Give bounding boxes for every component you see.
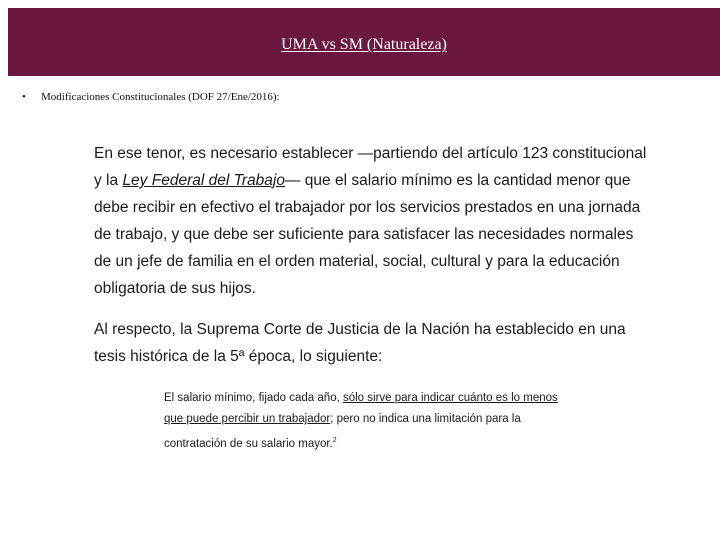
thesis-quote xyxy=(164,388,564,455)
scanned-document-excerpt xyxy=(80,130,670,470)
quote-part2: ; pero no indica una limitación para la contratación de su salario mayor. xyxy=(164,413,521,450)
bullet-item xyxy=(22,91,280,103)
slide-title: UMA vs SM (Naturaleza) xyxy=(281,36,447,53)
quote-part1: El salario mínimo, fijado cada año, xyxy=(164,392,343,404)
paragraph1-rest: — que el salario mínimo es la cantidad menor que debe recibir en efectivo el trabajador por los servicios prestados en una jornada de trabajo, y que debe ser suficiente para satisfacer las necesidades normales de un jefe de familia en el orden material, social, cultural y para la educación obligatoria de sus hijos. xyxy=(94,172,641,297)
paragraph-suprema-corte: Al respecto, la Suprema Corte de Justicia de la Nación ha establecido en una tesis histórica de la 5ª época, lo siguiente: xyxy=(94,321,626,365)
bullet-text: Modificaciones Constitucionales (DOF 27/Ene/2016): xyxy=(41,91,280,103)
law-name: Ley Federal del Trabajo xyxy=(122,172,285,189)
bullet-marker: • xyxy=(22,91,26,103)
title-bar xyxy=(8,8,720,76)
paragraph-salario-minimo xyxy=(94,140,654,302)
footnote-marker: 2 xyxy=(332,437,337,444)
quote-underlined: sólo sirve para indicar cuánto es lo menos que puede percibir un trabajador xyxy=(164,392,558,425)
paragraph1-intro: En ese tenor, es necesario establecer —partiendo del artículo 123 constitucional y la xyxy=(94,145,647,189)
